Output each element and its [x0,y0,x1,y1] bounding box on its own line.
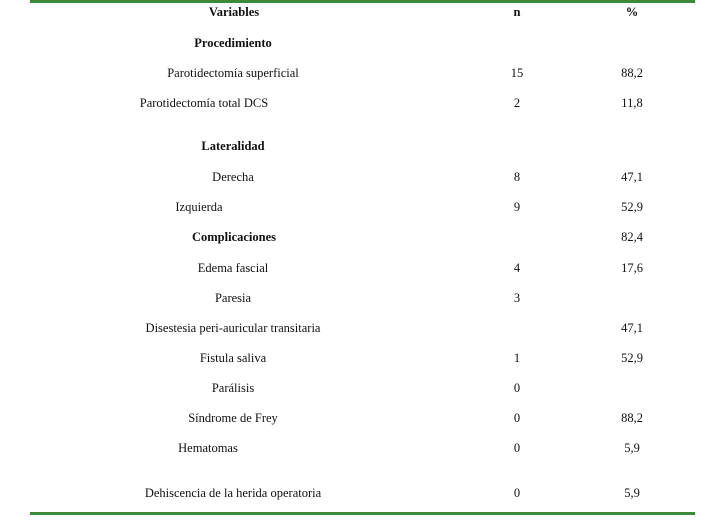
header-variables: Variables [208,5,260,19]
row-percent: 11,8 [621,96,643,110]
table-bottom-rule [30,512,695,515]
header-n: n [513,5,521,19]
row-label: Parotidectomía total DCS [139,96,269,110]
row-n: 0 [513,381,521,395]
row-n: 15 [510,66,524,80]
row-label: Hematomas [178,441,238,455]
row-percent: 52,9 [621,351,643,365]
row-n: 0 [513,486,521,500]
row-percent: 88,2 [621,66,643,80]
section-label: Complicaciones [191,230,277,244]
row-label: Parotidectomía superficial [167,66,299,80]
row-percent: 52,9 [621,200,643,214]
row-n: 8 [513,170,521,184]
row-percent: 47,1 [621,170,643,184]
row-percent: 47,1 [621,321,643,335]
row-label: Parálisis [211,381,255,395]
row-label: Izquierda [175,200,223,214]
table-top-rule [30,0,695,3]
row-n: 0 [513,441,521,455]
row-label: Fistula saliva [199,351,267,365]
row-label: Paresia [214,291,252,305]
row-percent: 5,9 [624,486,640,500]
section-label: Procedimiento [194,36,272,50]
section-label: Lateralidad [201,139,265,153]
row-label: Disestesia peri-auricular transitaria [145,321,321,335]
row-n: 3 [513,291,521,305]
header-percent: % [625,5,639,19]
row-n: 1 [513,351,521,365]
row-n: 9 [513,200,521,214]
row-label: Edema fascial [197,261,269,275]
row-n: 2 [513,96,521,110]
row-percent: 88,2 [621,411,643,425]
row-label: Derecha [212,170,254,184]
row-n: 0 [513,411,521,425]
row-label: Dehiscencia de la herida operatoria [144,486,322,500]
row-percent: 82,4 [621,230,643,244]
row-label: Síndrome de Frey [188,411,278,425]
row-percent: 5,9 [624,441,640,455]
row-percent: 17,6 [621,261,643,275]
row-n: 4 [513,261,521,275]
